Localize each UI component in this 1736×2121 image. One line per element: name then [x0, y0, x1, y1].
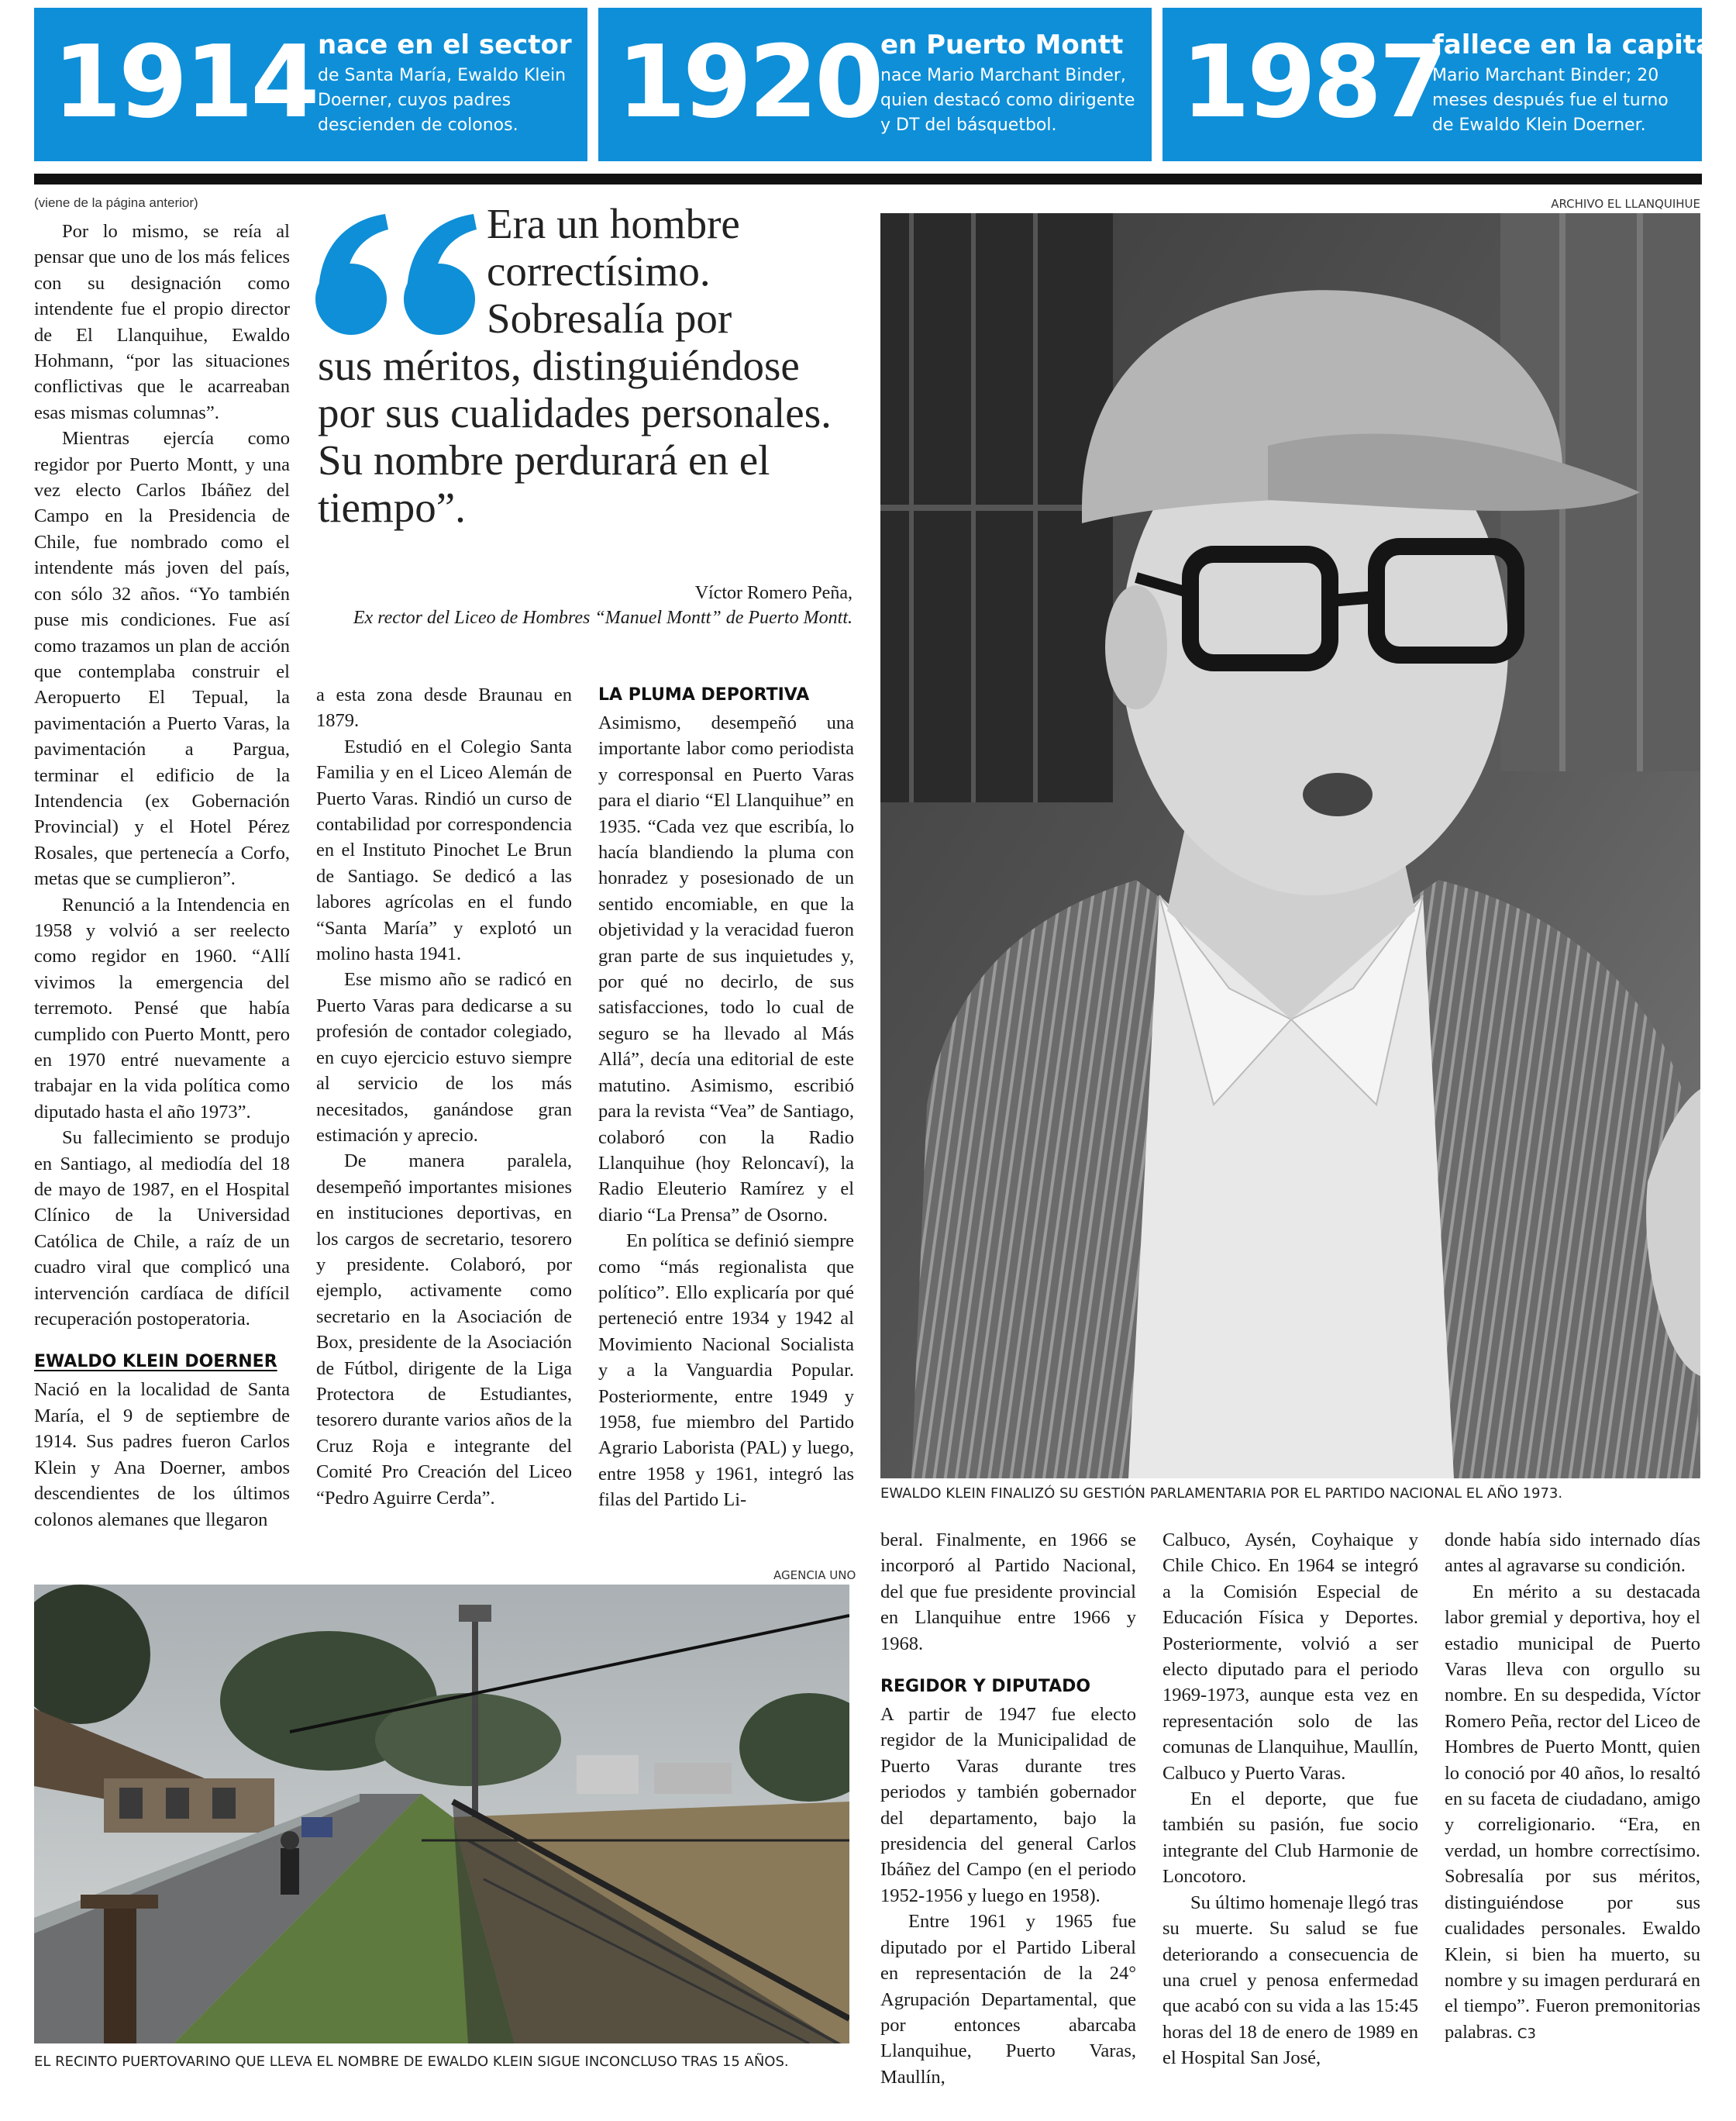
stadium-photo — [34, 1585, 849, 2043]
paragraph: donde había sido internado días antes al agravarse su condición. — [1445, 1530, 1700, 1577]
photo-caption: EWALDO KLEIN FINALIZÓ SU GESTIÓN PARLAMENTARIA POR EL PARTIDO NACIONAL EL AÑO 1973. — [880, 1485, 1563, 1502]
paragraph: Ese mismo año se radicó en Puerto Varas para dedicarse a su profesión de contador colegiado, en cuyo ejercicio estuvo siempre al servicio de los más necesitados, ganándose gran estimación y aprecio. — [316, 969, 572, 1146]
timeline-heading: nace en el sector — [318, 29, 572, 60]
paragraph: Mientras ejercía como regidor por Puerto Montt, y una vez electo Carlos Ibáñez del Campo en la Presidencia de Chile, fue nombrado como el intendente más joven del país, con sólo 32 años. “Yo también puse mis condiciones. Fue así como trazamos un plan de acción que contemplaba construir el Aeropuerto El Tepual, la pavimentación a Puerto Varas, la pavimentación a Pargua, terminar el edificio de la Intendencia (ex Gobernación Provincial) y el Hotel Pérez Rosales, que pertenecía a Corfo, metas que se cumplieron”. — [34, 428, 290, 890]
paragraph: Por lo mismo, se reía al pensar que uno de los más felices con su designación como intendente fue el propio director de El Llanquihue, Ewaldo Hohmann, “por las situaciones conflictivas que le acarreaban esas mismas columnas”. — [34, 221, 290, 423]
article-column-1 — [34, 219, 290, 1533]
paragraph: beral. Finalmente, en 1966 se incorporó al Partido Nacional, del que fue presidente provincial en Llanquihue entre 1966 y 1968. — [880, 1530, 1136, 1654]
photo-credit: AGENCIA UNO — [773, 1568, 856, 1582]
closing-paragraph-text: En mérito a su destacada labor gremial y deportiva, hoy el estadio municipal de Puerto Varas lleva con orgullo su nombre. En su despedida, Víctor Romero Peña, rector del Liceo de Hombres de Puerto Montt, quien lo conoció por 40 años, lo resaltó en su faceta de ciudadano, amigo y correligionario. “Era, en verdad, un hombre correctísimo. Sobresalía por sus méritos, distinguiéndose por sus cualidades personales. Ewaldo Klein, si bien ha muerto, su nombre y su imagen perdurará en el tiempo”. Fueron premonitorias palabras. — [1445, 1581, 1700, 2043]
paragraph: De manera paralela, desempeñó importantes misiones en instituciones deportivas, en los cargos de secretario, tesorero y presidente. Colaboró, por ejemplo, activamente como secretario en la Asociación de Box, presidente de la Asociación de Fútbol, dirigente de la Liga Protectora de Estudiantes, tesorero durante varios años de la Cruz Roja e integrante del Comité Pro Creación del Liceo “Pedro Aguirre Cerda”. — [316, 1150, 572, 1509]
article-column-5 — [1162, 1527, 1418, 2071]
timeline-year: 1920 — [617, 25, 881, 140]
paragraph: En el deporte, que fue también su pasión, fue socio integrante del Club Harmonie de Loncotoro. — [1162, 1788, 1418, 1888]
continued-note: (viene de la página anterior) — [34, 195, 198, 210]
article-column-2 — [316, 682, 572, 1511]
timeline-heading: fallece en la capital — [1432, 29, 1723, 60]
paragraph: A partir de 1947 fue electo regidor de la Municipalidad de Puerto Varas durante tres periodos y también gobernador del departamento, bajo la presidencia del general Carlos Ibáñez del Campo (en el periodo 1952-1956 y luego en 1958). — [880, 1704, 1136, 1906]
timeline-year: 1914 — [53, 25, 317, 140]
top-divider-rule — [34, 174, 1702, 185]
paragraph: Su último homenaje llegó tras su muerte. Su salud se fue deteriorando a consecuencia de una cruel y penosa enfermedad que acabó con su vida a las 15:45 horas del 18 de enero de 1989 en el Hospital San José, — [1162, 1892, 1418, 2069]
paragraph: Asimismo, desempeñó una importante labor como periodista y corresponsal en Puerto Varas para el diario “El Llanquihue” en 1935. “Cada vez que escribía, lo hacía blandiendo la pluma con honradez y posesionado de un sentido encomiable, en que la objetividad y la veracidad fueron gran parte de sus inquietudes y, por qué no decirlo, de sus satisfacciones, todo lo cual de seguro se ha llevado al Más Allá”, decía una editorial de este matutino. Asimismo, escribió para la revista “Vea” de Santiago, colaboró con la Radio Llanquihue (hoy Reloncaví), la Radio Eleuterio Ramírez y el diario “La Prensa” de Osorno. — [598, 712, 854, 1226]
paragraph — [1445, 1579, 1700, 2047]
subheading-regidor-y-diputado: REGIDOR Y DIPUTADO — [880, 1677, 1091, 1697]
paragraph: Nació en la localidad de Santa María, el 9 de septiembre de 1914. Sus padres fueron Carlos Klein y Ana Doerner, ambos descendientes de los últimos colonos alemanes que llegaron — [34, 1379, 290, 1530]
end-mark-icon: C3 — [1517, 2025, 1536, 2042]
paragraph: Estudió en el Colegio Santa Familia y en el Liceo Alemán de Puerto Varas. Rindió un curso de contabilidad por correspondencia en el Instituto Pinochet Le Brun de Santiago. Se dedicó a las labores agrícolas en el fundo “Santa María” y explotó un molino hasta 1941. — [316, 736, 572, 965]
timeline-text: Mario Marchant Binder; 20 meses después fue el turno de Ewaldo Klein Doerner. — [1432, 66, 1669, 135]
pull-quote-line-b: sus méritos, distinguiéndose por sus cualidades personales. Su nombre perdurará en el tiempo”. — [318, 342, 832, 531]
paragraph: Entre 1961 y 1965 fue diputado por el Partido Liberal en representación de la 24° Agrupación Departamental, que por entonces abarcaba Llanquihue, Puerto Varas, Maullín, — [880, 1911, 1136, 2088]
paragraph: Renunció a la Intendencia en 1958 y volvió a ser reelecto como regidor en 1960. “Allí vivimos la emergencia del terremoto. Pensé que había cumplido con Puerto Montt, pero en 1970 entré nuevamente a trabajar en la vida política como diputado hasta el año 1973”. — [34, 894, 290, 1123]
photo-credit: ARCHIVO EL LLANQUIHUE — [1551, 197, 1700, 211]
photo-caption: EL RECINTO PUERTOVARINO QUE LLEVA EL NOMBRE DE EWALDO KLEIN SIGUE INCONCLUSO TRAS 15 AÑOS. — [34, 2054, 789, 2070]
timeline-text: nace Mario Marchant Binder, quien destacó como dirigente y DT del básquetbol. — [880, 66, 1135, 135]
article-column-3 — [598, 682, 854, 1513]
paragraph: En política se definió siempre como “más regionalista que político”. Ello explicaría por qué perteneció entre 1934 y 1942 al Movimiento Nacional Socialista y a la Vanguardia Popular. Posteriormente, entre 1949 y 1958, fue miembro del Partido Agrario Laborista (PAL) y luego, entre 1958 y 1961, integró las filas del Partido Li- — [598, 1230, 854, 1511]
quote-author-role: Ex rector del Liceo de Hombres “Manuel Montt” de Puerto Montt. — [353, 608, 852, 628]
timeline-box-1987 — [1162, 8, 1723, 161]
paragraph: Su fallecimiento se produjo en Santiago, al mediodía del 18 de mayo de 1987, en el Hospital Clínico de la Universidad Católica de Chile, a raíz de un cuadro viral que complicó una intervención cardíaca de difícil recuperación postoperatoria. — [34, 1127, 290, 1330]
article-column-6 — [1445, 1527, 1700, 2047]
paragraph: Calbuco, Aysén, Coyhaique y Chile Chico. En 1964 se integró a la Comisión Especial de Educación Física y Deportes. Posteriormente, volvió a ser electo diputado para el periodo 1969-1973, aunque esta vez en representación solo de las comunas de Llanquihue, Maullín, Calbuco y Puerto Varas. — [1162, 1530, 1418, 1784]
pull-quote — [318, 200, 860, 531]
portrait-photo — [880, 213, 1700, 1478]
article-column-4 — [880, 1527, 1136, 2090]
timeline-heading: en Puerto Montt — [880, 29, 1124, 60]
quote-author: Víctor Romero Peña, — [694, 583, 852, 603]
timeline-box-1914 — [34, 8, 587, 161]
pull-quote-line-a: Era un hombre correctísimo. Sobresalía por — [487, 200, 740, 342]
timeline-box-1920 — [598, 8, 1152, 161]
subheading-ewaldo-klein: EWALDO KLEIN DOERNER — [34, 1352, 277, 1372]
timeline-year: 1987 — [1181, 25, 1445, 140]
subheading-la-pluma-deportiva: LA PLUMA DEPORTIVA — [598, 685, 810, 705]
timeline-text: de Santa María, Ewaldo Klein Doerner, cuyos padres descienden de colonos. — [318, 66, 567, 135]
paragraph: a esta zona desde Braunau en 1879. — [316, 685, 572, 732]
